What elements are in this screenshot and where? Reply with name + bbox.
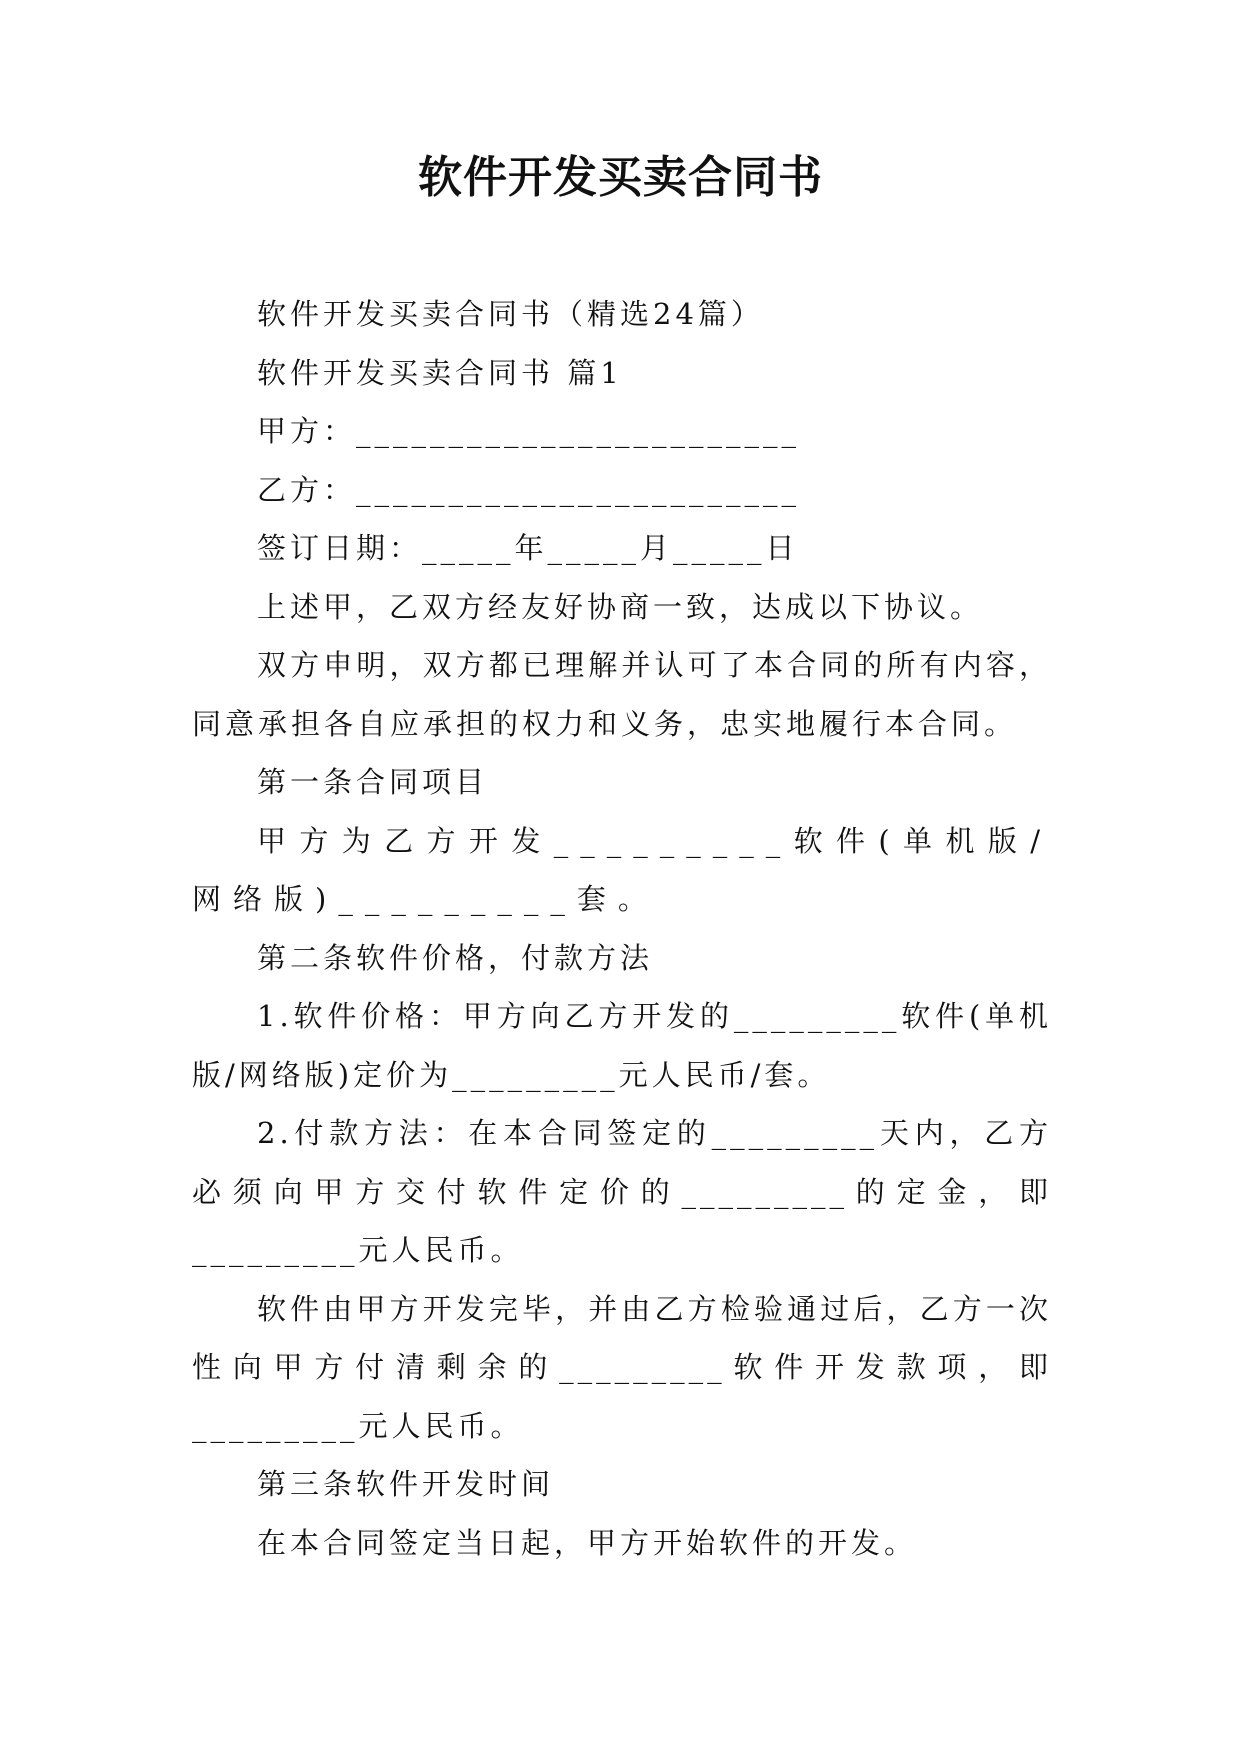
article-1-heading: 第一条合同项目 bbox=[257, 765, 489, 799]
software-price-paragraph: 1.软件价格：甲方向乙方开发的_________软件(单机版/网络版)定价为_________元人民币/套。 bbox=[192, 999, 1052, 1092]
party-b-line: 乙方：________________________ bbox=[257, 472, 801, 507]
declaration-paragraph: 双方申明，双方都已理解并认可了本合同的所有内容，同意承担各自应承担的权力和义务，忠实地履行本合同。 bbox=[192, 648, 1052, 741]
document-title: 软件开发买卖合同书 bbox=[418, 152, 823, 203]
article-3-heading: 第三条软件开发时间 bbox=[257, 1467, 555, 1501]
agreement-intro-paragraph: 上述甲，乙双方经友好协商一致，达成以下协议。 bbox=[257, 589, 984, 624]
final-payment-paragraph: 软件由甲方开发完毕，并由乙方检验通过后，乙方一次性向甲方付清剩余的_________软件开发款项，即_________元人民币。 bbox=[192, 1291, 1052, 1443]
signing-date-line: 签订日期：_____年_____月_____日 bbox=[257, 531, 799, 565]
document-body bbox=[192, 285, 1052, 1572]
payment-method-paragraph: 2.付款方法：在本合同签定的_________天内，乙方必须向甲方交付软件定价的_________的定金，即_________元人民币。 bbox=[192, 1116, 1052, 1267]
article-1-paragraph: 甲方为乙方开发_________软件(单机版/网络版)_________套。 bbox=[192, 823, 1052, 916]
section-heading: 软件开发买卖合同书 篇1 bbox=[257, 355, 623, 390]
subtitle-paragraph: 软件开发买卖合同书（精选24篇） bbox=[257, 297, 764, 331]
article-2-heading: 第二条软件价格，付款方法 bbox=[257, 940, 654, 975]
development-start-paragraph: 在本合同签定当日起，甲方开始软件的开发。 bbox=[257, 1525, 918, 1560]
party-a-line: 甲方：________________________ bbox=[257, 414, 801, 448]
